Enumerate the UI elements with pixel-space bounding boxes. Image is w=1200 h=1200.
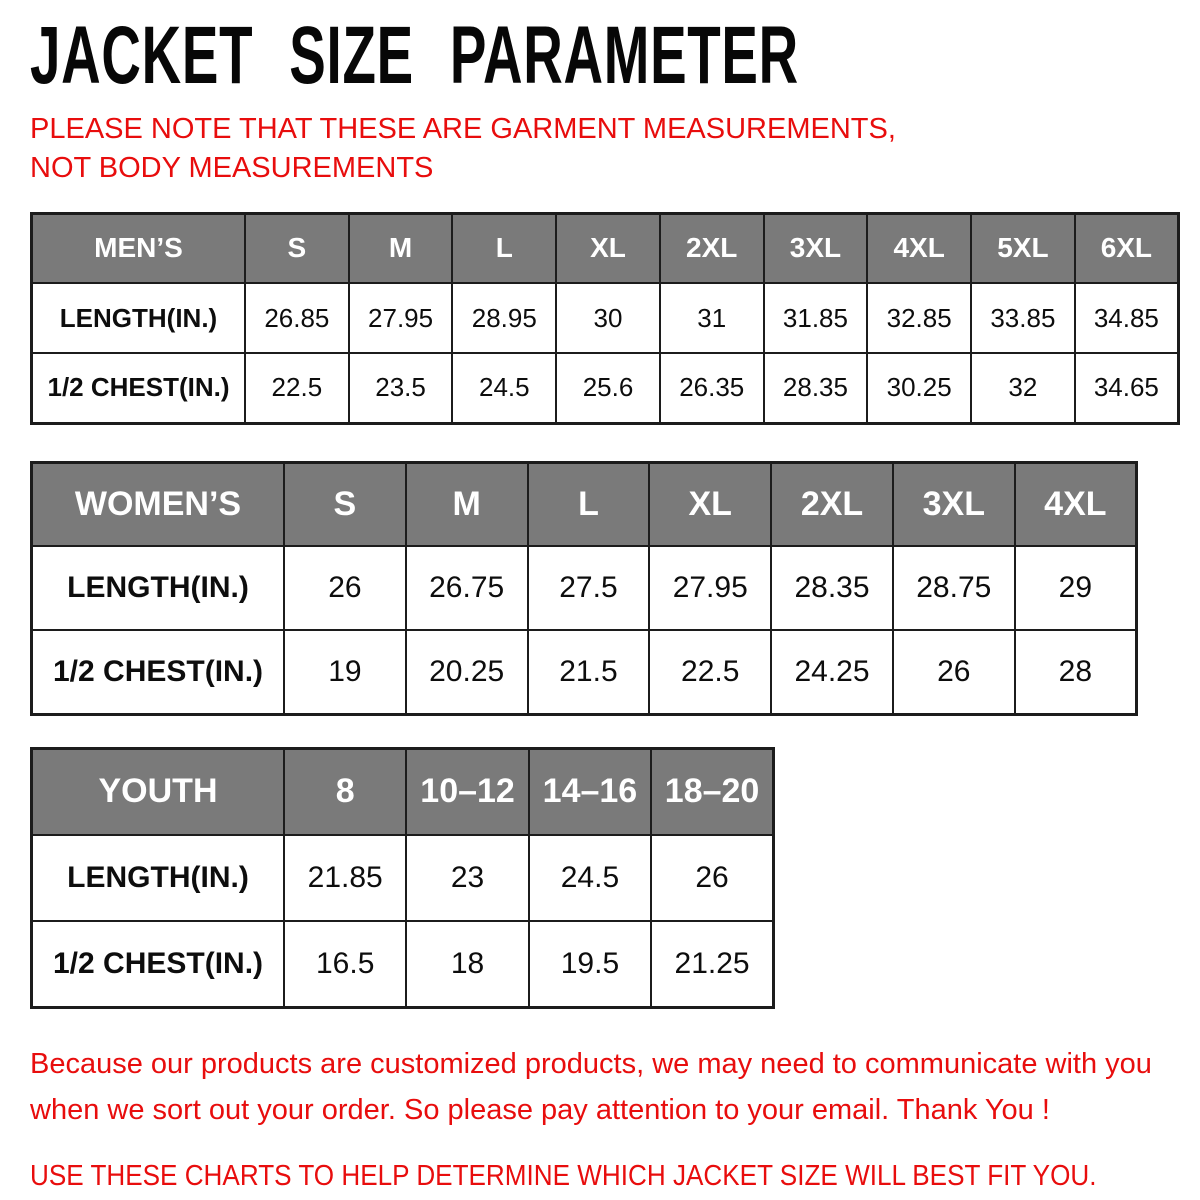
value-cell: 16.5 <box>284 921 406 1007</box>
value-cell: 32 <box>971 353 1075 423</box>
table-title-cell: YOUTH <box>32 748 285 835</box>
value-cell: 26 <box>893 630 1015 714</box>
value-cell: 23 <box>406 835 528 921</box>
value-cell: 22.5 <box>649 630 771 714</box>
value-cell: 26 <box>651 835 773 921</box>
value-cell: 30.25 <box>867 353 971 423</box>
value-cell: 21.25 <box>651 921 773 1007</box>
value-cell: 27.5 <box>528 546 650 630</box>
womens-size-table <box>30 461 1138 716</box>
value-cell: 28.35 <box>764 353 868 423</box>
size-header-cell: XL <box>649 462 771 546</box>
row-label-cell: LENGTH(IN.) <box>32 546 285 630</box>
value-cell: 18 <box>406 921 528 1007</box>
value-cell: 29 <box>1015 546 1137 630</box>
value-cell: 27.95 <box>349 283 453 353</box>
table-row <box>32 835 774 921</box>
value-cell: 19.5 <box>529 921 651 1007</box>
value-cell: 34.65 <box>1075 353 1179 423</box>
header-row <box>32 213 1179 283</box>
value-cell: 28.35 <box>771 546 893 630</box>
value-cell: 27.95 <box>649 546 771 630</box>
size-header-cell: XL <box>556 213 660 283</box>
value-cell: 33.85 <box>971 283 1075 353</box>
size-header-cell: 6XL <box>1075 213 1179 283</box>
value-cell: 20.25 <box>406 630 528 714</box>
mens-size-table <box>30 212 1180 425</box>
value-cell: 26 <box>284 546 406 630</box>
row-label-cell: LENGTH(IN.) <box>32 283 246 353</box>
size-header-cell: 2XL <box>771 462 893 546</box>
header-row <box>32 462 1137 546</box>
value-cell: 24.25 <box>771 630 893 714</box>
value-cell: 34.85 <box>1075 283 1179 353</box>
row-label-cell: LENGTH(IN.) <box>32 835 285 921</box>
value-cell: 26.85 <box>245 283 349 353</box>
table-row <box>32 353 1179 423</box>
size-header-cell: 5XL <box>971 213 1075 283</box>
header-row <box>32 748 774 835</box>
value-cell: 32.85 <box>867 283 971 353</box>
value-cell: 31 <box>660 283 764 353</box>
value-cell: 21.85 <box>284 835 406 921</box>
value-cell: 26.75 <box>406 546 528 630</box>
value-cell: 19 <box>284 630 406 714</box>
size-header-cell: 3XL <box>893 462 1015 546</box>
garment-measurement-disclaimer: PLEASE NOTE THAT THESE ARE GARMENT MEASUREMENTS, NOT BODY MEASUREMENTS <box>30 112 896 184</box>
youth-size-table <box>30 747 775 1009</box>
row-label-cell: 1/2 CHEST(IN.) <box>32 630 285 714</box>
value-cell: 21.5 <box>528 630 650 714</box>
chart-usage-note: USE THESE CHARTS TO HELP DETERMINE WHICH JACKET SIZE WILL BEST FIT YOU. <box>30 1160 1097 1193</box>
row-label-cell: 1/2 CHEST(IN.) <box>32 353 246 423</box>
table-row <box>32 546 1137 630</box>
size-header-cell: 2XL <box>660 213 764 283</box>
value-cell: 28.95 <box>452 283 556 353</box>
value-cell: 26.35 <box>660 353 764 423</box>
size-header-cell: 8 <box>284 748 406 835</box>
size-header-cell: L <box>528 462 650 546</box>
size-header-cell: 4XL <box>1015 462 1137 546</box>
table-title-cell: MEN’S <box>32 213 246 283</box>
value-cell: 28.75 <box>893 546 1015 630</box>
size-header-cell: 14–16 <box>529 748 651 835</box>
size-header-cell: M <box>406 462 528 546</box>
value-cell: 23.5 <box>349 353 453 423</box>
size-header-cell: 18–20 <box>651 748 773 835</box>
value-cell: 31.85 <box>764 283 868 353</box>
value-cell: 22.5 <box>245 353 349 423</box>
size-header-cell: 10–12 <box>406 748 528 835</box>
value-cell: 24.5 <box>529 835 651 921</box>
value-cell: 24.5 <box>452 353 556 423</box>
value-cell: 30 <box>556 283 660 353</box>
table-title-cell: WOMEN’S <box>32 462 285 546</box>
table-row <box>32 283 1179 353</box>
size-header-cell: S <box>284 462 406 546</box>
size-header-cell: 3XL <box>764 213 868 283</box>
value-cell: 28 <box>1015 630 1137 714</box>
customization-communication-note: Because our products are customized products, we may need to communicate with you when we sort out your order. So please pay attention to your email. Thank You ! <box>30 1047 1152 1126</box>
table-row <box>32 921 774 1007</box>
size-header-cell: S <box>245 213 349 283</box>
page-title: JACKET SIZE PARAMETER <box>30 9 799 102</box>
value-cell: 25.6 <box>556 353 660 423</box>
row-label-cell: 1/2 CHEST(IN.) <box>32 921 285 1007</box>
table-row <box>32 630 1137 714</box>
size-header-cell: M <box>349 213 453 283</box>
size-header-cell: 4XL <box>867 213 971 283</box>
size-header-cell: L <box>452 213 556 283</box>
